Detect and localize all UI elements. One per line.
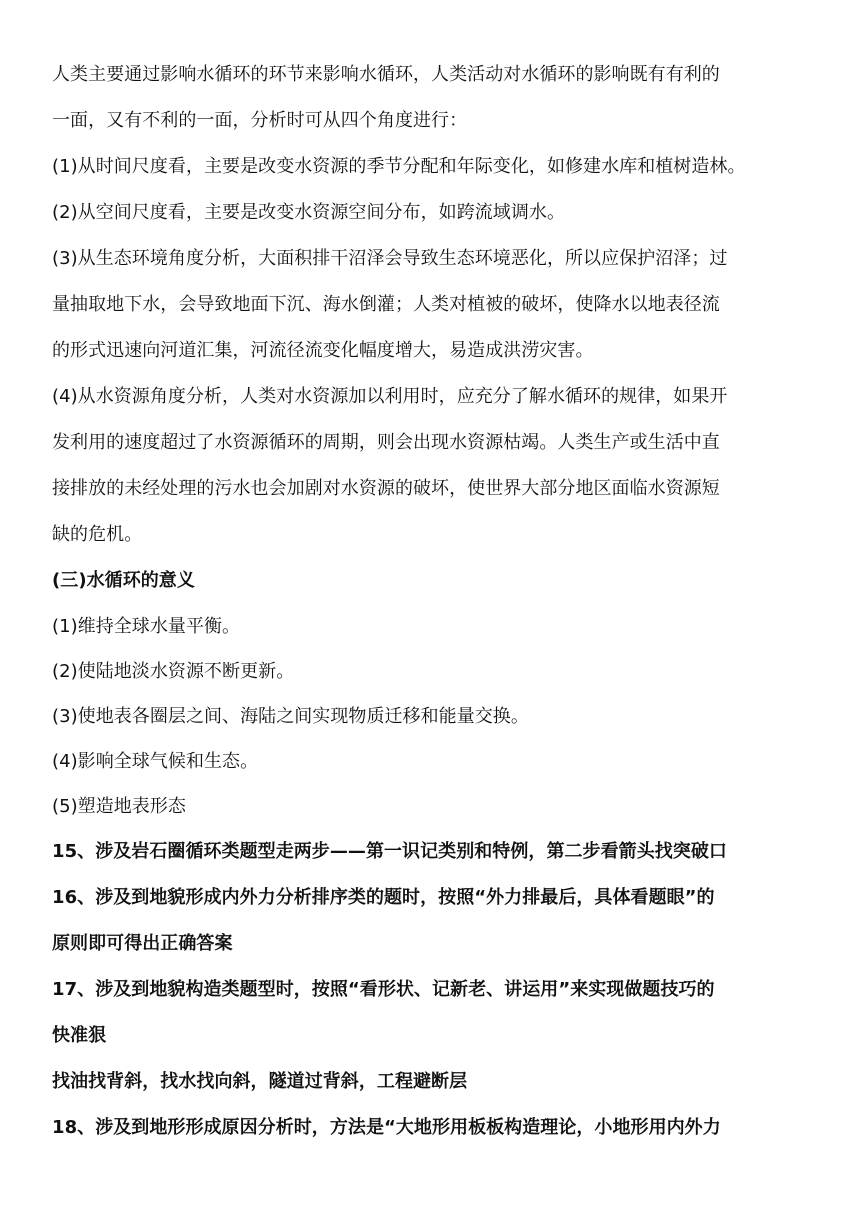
tip-16-line-1: 16、涉及到地貌形成内外力分析排序类的题时，按照“外力排最后，具体看题眼”的 — [52, 887, 715, 908]
significance-item-3: (3)使地表各圈层之间、海陆之间实现物质迁移和能量交换。 — [52, 706, 529, 727]
paragraph-line-1: 人类主要通过影响水循环的环节来影响水循环，人类活动对水循环的影响既有有利的 — [52, 64, 720, 85]
list-item-water-resources-line-4: 缺的危机。 — [52, 524, 143, 545]
significance-item-2: (2)使陆地淡水资源不断更新。 — [52, 661, 295, 682]
paragraph-line-2: 一面，又有不利的一面，分析时可从四个角度进行： — [52, 110, 468, 131]
tip-15: 15、涉及岩石圈循环类题型走两步——第一识记类别和特例，第二步看箭头找突破口 — [52, 841, 727, 862]
list-item-water-resources-line-3: 接排放的未经处理的污水也会加剧对水资源的破坏，使世界大部分地区面临水资源短 — [52, 478, 720, 499]
significance-item-1: (1)维持全球水量平衡。 — [52, 616, 241, 637]
section-heading-significance: (三)水循环的意义 — [52, 570, 195, 591]
tip-17-line-2: 快准狠 — [52, 1025, 107, 1046]
list-item-ecology-line-1: (3)从生态环境角度分析，大面积排干沼泽会导致生态环境恶化，所以应保护沼泽；过 — [52, 248, 728, 269]
list-item-water-resources-line-2: 发利用的速度超过了水资源循环的周期，则会出现水资源枯竭。人类生产或生活中直 — [52, 432, 720, 453]
tip-16-line-2: 原则即可得出正确答案 — [52, 933, 233, 954]
tip-mnemonic: 找油找背斜，找水找向斜，隧道过背斜，工程避断层 — [52, 1071, 468, 1092]
list-item-space-scale: (2)从空间尺度看，主要是改变水资源空间分布，如跨流域调水。 — [52, 202, 565, 223]
list-item-time-scale: (1)从时间尺度看，主要是改变水资源的季节分配和年际变化，如修建水库和植树造林。 — [52, 156, 746, 177]
list-item-water-resources-line-1: (4)从水资源角度分析，人类对水资源加以利用时，应充分了解水循环的规律，如果开 — [52, 386, 728, 407]
significance-item-5: (5)塑造地表形态 — [52, 796, 186, 817]
tip-17-line-1: 17、涉及到地貌构造类题型时，按照“看形状、记新老、讲运用”来实现做题技巧的 — [52, 979, 715, 1000]
list-item-ecology-line-3: 的形式迅速向河道汇集，河流径流变化幅度增大，易造成洪涝灾害。 — [52, 340, 594, 361]
tip-18-line-1: 18、涉及到地形形成原因分析时，方法是“大地形用板板构造理论，小地形用内外力 — [52, 1117, 721, 1138]
significance-item-4: (4)影响全球气候和生态。 — [52, 751, 259, 772]
list-item-ecology-line-2: 量抽取地下水，会导致地面下沉、海水倒灌；人类对植被的破坏，使降水以地表径流 — [52, 294, 720, 315]
